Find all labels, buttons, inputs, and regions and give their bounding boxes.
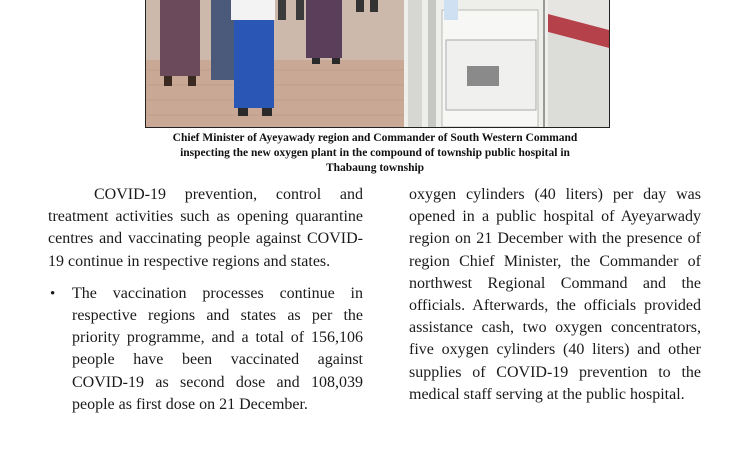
intro-paragraph: COVID-19 prevention, control and treatment activities such as opening quarantine centres and vaccinating people against COVID-19 continue in respective regions and states. [48,186,363,270]
caption-line: Chief Minister of Ayeyawady region and Commander of South Western Command [172,132,578,144]
left-column [48,184,363,416]
photo-caption [100,131,650,176]
list-item [48,283,363,416]
bullet-text: The vaccination processes continue in respective regions and states as per the priority programme, and a total of 156,106 people have been vaccinated against COVID-19 as second dose and 108,039 people as first dose on 21 December. [72,284,363,413]
continued-paragraph: oxygen cylinders (40 liters) per day was opened in a public hospital of Ayeyarwady region on 21 December with the presence of region Chief Minister, the Commander of northwest Regional Command and the officials. Afterwards, the officials provided assistance cash, two oxygen concentrators, five oxygen cylinders (40 liters) and other supplies of COVID-19 prevention to the medical staff serving at the public hospital. [409,186,701,403]
photo-illustration [146,0,609,127]
bullet-list [48,283,363,416]
bullet-icon: • [50,285,56,302]
caption-line: Thabaung township [325,162,425,174]
caption-line: inspecting the new oxygen plant in the compound of township public hospital in [180,147,570,159]
right-column [409,184,701,406]
news-photo [145,0,610,128]
